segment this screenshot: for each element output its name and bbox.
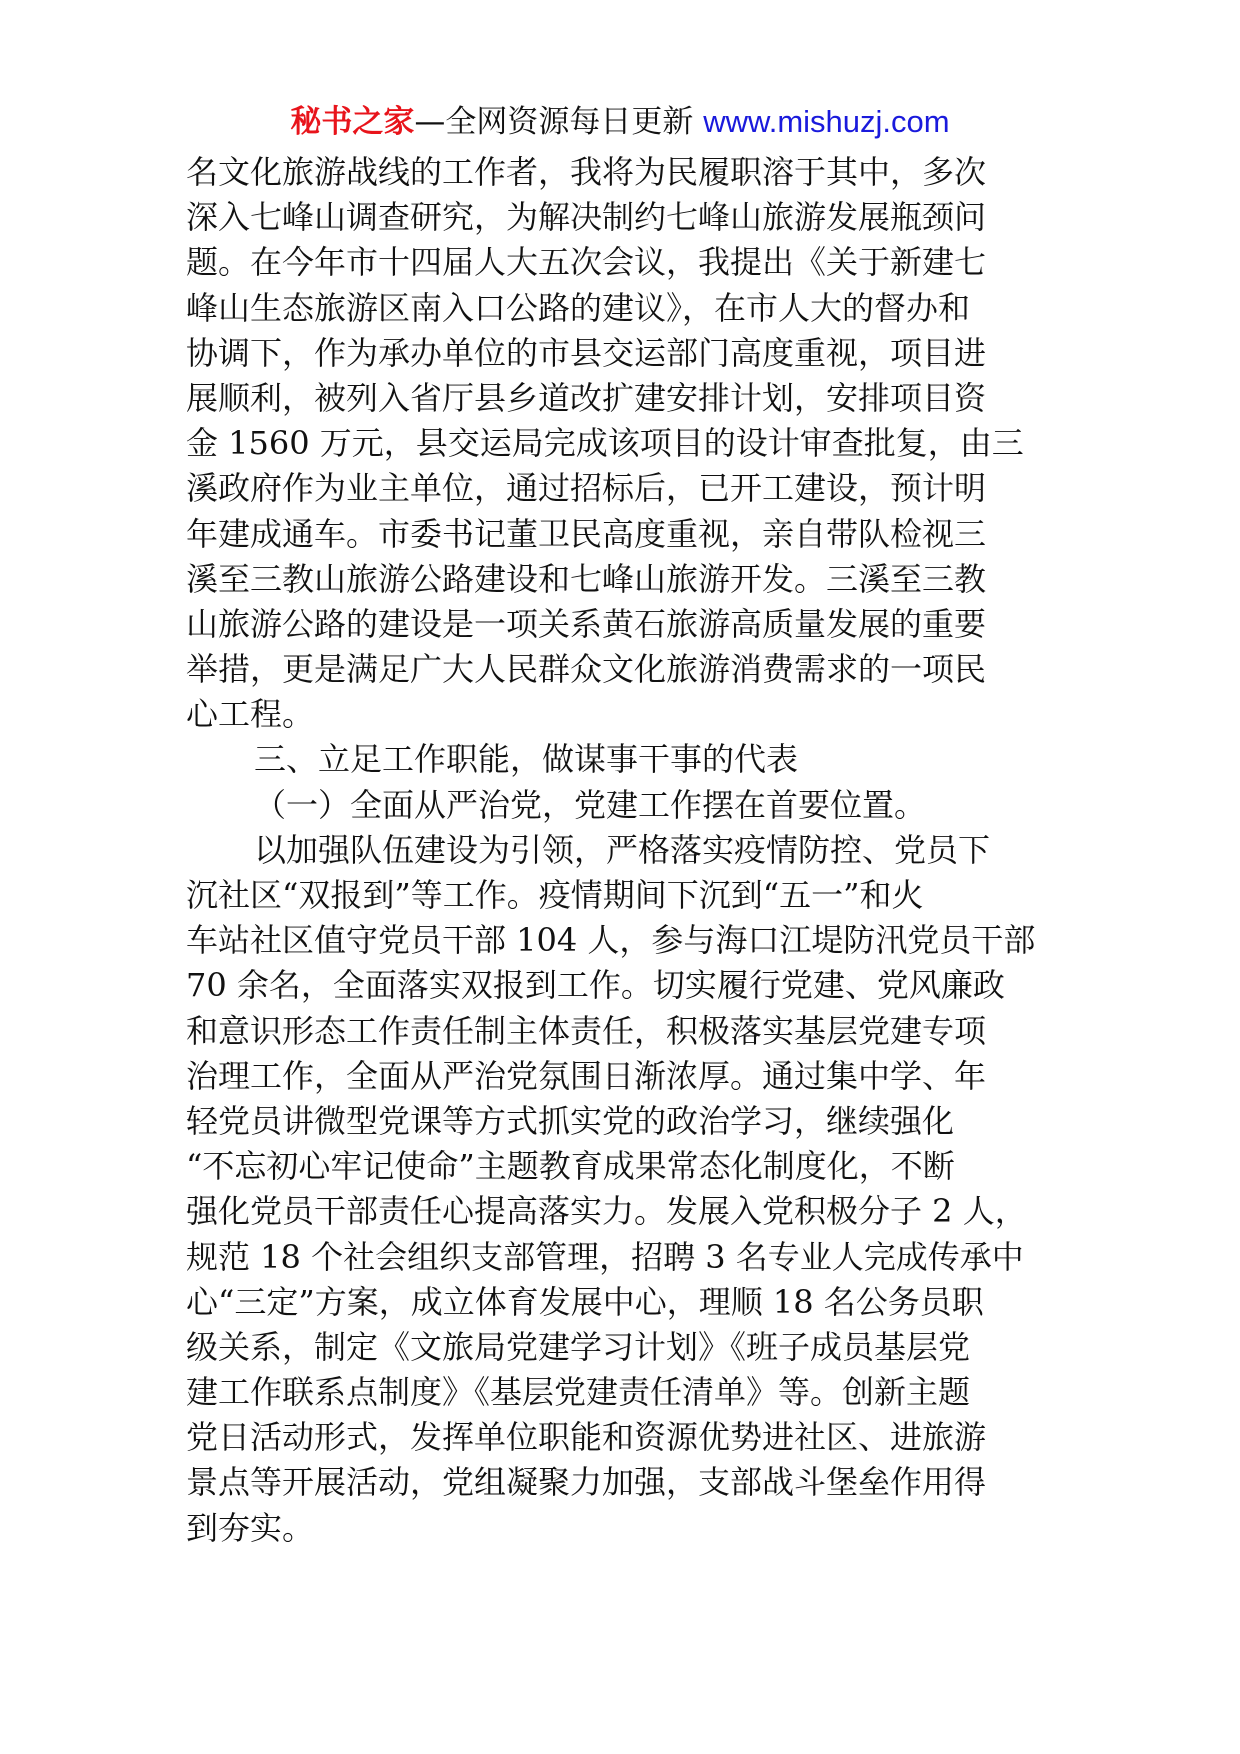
site-url[interactable]: www.mishuzj.com bbox=[703, 104, 950, 139]
text-line: 心工程。 bbox=[186, 695, 315, 734]
text-line: 规范 18 个社会组织支部管理，招聘 3 名专业人完成传承中 bbox=[186, 1237, 1024, 1276]
text-line: 三、立足工作职能，做谋事干事的代表 bbox=[254, 740, 799, 779]
text-line: 轻党员讲微型党课等方式抓实党的政治学习，继续强化 bbox=[186, 1101, 955, 1140]
text-line: 溪至三教山旅游公路建设和七峰山旅游开发。三溪至三教 bbox=[186, 559, 987, 598]
text-line: （一）全面从严治党，党建工作摆在首要位置。 bbox=[254, 785, 927, 824]
text-line: 名文化旅游战线的工作者，我将为民履职溶于其中，多次 bbox=[186, 153, 987, 191]
text-line: 沉社区“双报到”等工作。疫情期间下沉到“五一”和火 bbox=[186, 876, 924, 914]
text-line: 山旅游公路的建设是一项关系黄石旅游高质量发展的重要 bbox=[186, 604, 987, 643]
text-line: “不忘初心牢记使命”主题教育成果常态化制度化，不断 bbox=[186, 1147, 955, 1186]
text-line: 和意识形态工作责任制主体责任，积极落实基层党建专项 bbox=[186, 1011, 987, 1050]
text-line: 举措，更是满足广大人民群众文化旅游消费需求的一项民 bbox=[186, 650, 987, 689]
text-line: 车站社区值守党员干部 104 人，参与海口江堤防汛党员干部 bbox=[186, 921, 1036, 960]
text-line: 心“三定”方案，成立体育发展中心，理顺 18 名公务员职 bbox=[186, 1282, 984, 1321]
site-slogan: —全网资源每日更新 bbox=[414, 104, 704, 140]
text-line: 景点等开展活动，党组凝聚力加强，支部战斗堡垒作用得 bbox=[186, 1463, 987, 1502]
text-line: 级关系，制定《文旅局党建学习计划》《班子成员基层党 bbox=[186, 1327, 971, 1366]
text-line: 治理工作，全面从严治党氛围日渐浓厚。通过集中学、年 bbox=[186, 1056, 987, 1095]
text-line: 强化党员干部责任心提高落实力。发展入党积极分子 2 人， bbox=[186, 1192, 1027, 1231]
text-line: 金 1560 万元，县交运局完成该项目的设计审查批复，由三 bbox=[186, 424, 1024, 463]
document-body bbox=[186, 150, 1052, 1551]
text-line: 党日活动形式，发挥单位职能和资源优势进社区、进旅游 bbox=[186, 1418, 987, 1457]
text-line: 以加强队伍建设为引领，严格落实疫情防控、党员下 bbox=[254, 830, 991, 869]
text-line: 建工作联系点制度》《基层党建责任清单》等。创新主题 bbox=[186, 1373, 971, 1412]
text-line: 溪政府作为业主单位，通过招标后，已开工建设，预计明 bbox=[186, 469, 987, 508]
text-line: 展顺利，被列入省厅县乡道改扩建安排计划，安排项目资 bbox=[186, 378, 987, 417]
site-brand: 秘书之家 bbox=[290, 104, 415, 140]
text-line: 题。在今年市十四届人大五次会议，我提出《关于新建七 bbox=[186, 243, 987, 282]
text-line: 70 余名，全面落实双报到工作。切实履行党建、党风廉政 bbox=[186, 966, 1005, 1005]
text-line: 峰山生态旅游区南入口公路的建议》，在市人大的督办和 bbox=[186, 288, 971, 327]
text-line: 到夯实。 bbox=[186, 1508, 315, 1547]
text-line: 协调下，作为承办单位的市县交运部门高度重视，项目进 bbox=[186, 333, 987, 372]
text-line: 深入七峰山调查研究，为解决制约七峰山旅游发展瓶颈问 bbox=[186, 198, 987, 237]
text-line: 年建成通车。市委书记董卫民高度重视，亲自带队检视三 bbox=[186, 514, 987, 553]
site-header bbox=[0, 100, 1240, 144]
